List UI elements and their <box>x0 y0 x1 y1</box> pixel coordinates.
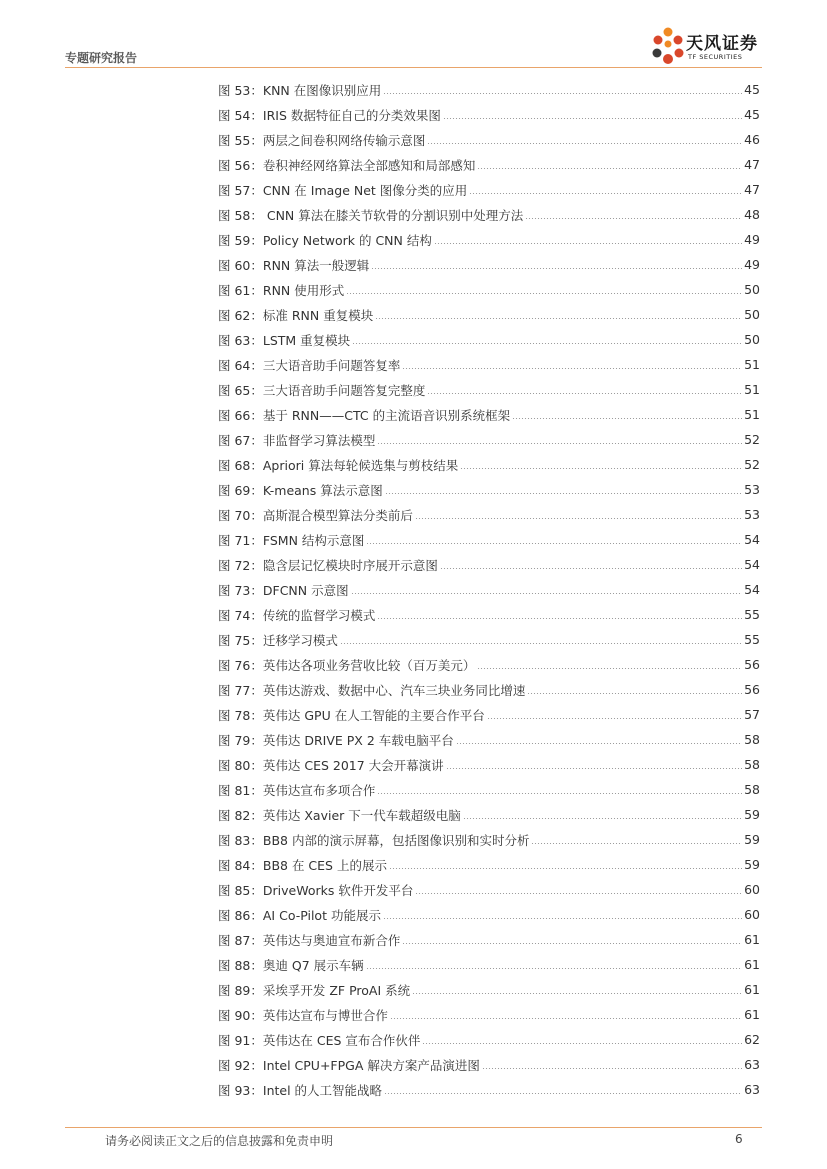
toc-entry-page: 50 <box>744 282 760 297</box>
toc-entry-title: 图 87：英伟达与奥迪宣布新合作 <box>218 932 401 948</box>
toc-dot-leader <box>371 268 742 269</box>
toc-dot-leader <box>463 818 742 819</box>
toc-entry-title: 图 63：LSTM 重复模块 <box>218 332 351 348</box>
toc-entry-page: 54 <box>744 557 760 572</box>
toc-entry-title: 图 57：CNN 在 Image Net 图像分类的应用 <box>218 182 468 198</box>
toc-dot-leader <box>375 318 742 319</box>
flower-logo-icon <box>650 26 686 72</box>
toc-entry-page: 63 <box>744 1082 760 1097</box>
toc-entry[interactable] <box>218 1052 760 1077</box>
toc-entry-page: 62 <box>744 1032 760 1047</box>
toc-entry[interactable] <box>218 527 760 552</box>
toc-entry-title: 图 81：英伟达宣布多项合作 <box>218 782 376 798</box>
toc-dot-leader <box>422 1043 742 1044</box>
toc-dot-leader <box>383 93 742 94</box>
toc-entry-title: 图 92：Intel CPU+FPGA 解决方案产品演进图 <box>218 1057 480 1073</box>
toc-entry[interactable] <box>218 727 760 752</box>
toc-entry-page: 48 <box>744 207 760 222</box>
toc-entry[interactable] <box>218 827 760 852</box>
toc-dot-leader <box>412 993 742 994</box>
toc-entry-page: 59 <box>744 807 760 822</box>
toc-entry[interactable] <box>218 927 760 952</box>
toc-entry-title: 图 85：DriveWorks 软件开发平台 <box>218 882 414 898</box>
toc-entry-page: 53 <box>744 482 760 497</box>
toc-entry-page: 45 <box>744 82 760 97</box>
toc-entry-title: 图 75：迁移学习模式 <box>218 632 338 648</box>
toc-entry-page: 55 <box>744 632 760 647</box>
toc-entry[interactable] <box>218 152 760 177</box>
toc-entry-page: 47 <box>744 182 760 197</box>
toc-entry-title: 图 83：BB8 内部的演示屏幕，包括图像识别和实时分析 <box>218 832 530 848</box>
toc-entry-page: 50 <box>744 332 760 347</box>
toc-entry[interactable] <box>218 952 760 977</box>
toc-entry[interactable] <box>218 902 760 927</box>
toc-entry-page: 52 <box>744 432 760 447</box>
toc-entry-page: 49 <box>744 257 760 272</box>
toc-entry[interactable] <box>218 552 760 577</box>
toc-dot-leader <box>446 768 742 769</box>
toc-entry-page: 45 <box>744 107 760 122</box>
toc-entry-page: 60 <box>744 882 760 897</box>
toc-entry[interactable] <box>218 377 760 402</box>
toc-entry-page: 51 <box>744 382 760 397</box>
toc-entry[interactable] <box>218 302 760 327</box>
toc-entry[interactable] <box>218 852 760 877</box>
toc-entry-page: 61 <box>744 1007 760 1022</box>
toc-entry-page: 58 <box>744 732 760 747</box>
toc-entry[interactable] <box>218 327 760 352</box>
toc-entry-page: 50 <box>744 307 760 322</box>
tf-securities-logo <box>650 26 770 72</box>
toc-entry-title: 图 80：英伟达 CES 2017 大会开幕演讲 <box>218 757 444 773</box>
toc-entry-page: 61 <box>744 932 760 947</box>
toc-entry-title: 图 89：采埃孚开发 ZF ProAI 系统 <box>218 982 411 998</box>
toc-dot-leader <box>427 393 742 394</box>
toc-entry-title: 图 55：两层之间卷积网络传输示意图 <box>218 132 426 148</box>
toc-entry-page: 58 <box>744 757 760 772</box>
toc-dot-leader <box>456 743 742 744</box>
toc-entry-title: 图 86：AI Co-Pilot 功能展示 <box>218 907 381 923</box>
toc-entry-title: 图 53：KNN 在图像识别应用 <box>218 82 382 98</box>
logo-title: 天风证券 <box>686 34 758 54</box>
toc-entry-title: 图 70：高斯混合模型算法分类前后 <box>218 507 413 523</box>
toc-dot-leader <box>527 693 742 694</box>
toc-entry-title: 图 60：RNN 算法一般逻辑 <box>218 257 370 273</box>
toc-entry[interactable] <box>218 752 760 777</box>
toc-entry-page: 51 <box>744 357 760 372</box>
logo-subtitle: TF SECURITIES <box>688 53 743 61</box>
toc-entry-page: 46 <box>744 132 760 147</box>
toc-entry-page: 51 <box>744 407 760 422</box>
toc-dot-leader <box>415 518 742 519</box>
toc-entry-page: 57 <box>744 707 760 722</box>
toc-dot-leader <box>434 243 742 244</box>
toc-entry-title: 图 61：RNN 使用形式 <box>218 282 345 298</box>
toc-entry[interactable] <box>218 877 760 902</box>
toc-dot-leader <box>346 293 742 294</box>
toc-entry[interactable] <box>218 177 760 202</box>
toc-entry-title: 图 76：英伟达各项业务营收比较（百万美元） <box>218 657 476 673</box>
toc-entry-page: 63 <box>744 1057 760 1072</box>
toc-dot-leader <box>390 1018 742 1019</box>
toc-entry-page: 54 <box>744 582 760 597</box>
toc-entry[interactable] <box>218 402 760 427</box>
toc-entry[interactable] <box>218 977 760 1002</box>
toc-dot-leader <box>460 468 742 469</box>
toc-entry[interactable] <box>218 1002 760 1027</box>
toc-dot-leader <box>384 1093 742 1094</box>
toc-entry[interactable] <box>218 452 760 477</box>
toc-dot-leader <box>389 868 742 869</box>
toc-dot-leader <box>352 343 742 344</box>
footer-divider <box>65 1127 762 1128</box>
toc-entry-title: 图 82：英伟达 Xavier 下一代车载超级电脑 <box>218 807 461 823</box>
toc-entry-title: 图 73：DFCNN 示意图 <box>218 582 349 598</box>
toc-dot-leader <box>469 193 742 194</box>
toc-entry[interactable] <box>218 227 760 252</box>
toc-dot-leader <box>427 143 742 144</box>
toc-dot-leader <box>377 443 742 444</box>
toc-dot-leader <box>440 568 742 569</box>
toc-entry[interactable] <box>218 577 760 602</box>
toc-entry[interactable] <box>218 202 760 227</box>
toc-entry-title: 图 72：隐含层记忆模块时序展开示意图 <box>218 557 438 573</box>
toc-entry-page: 56 <box>744 657 760 672</box>
toc-entry[interactable] <box>218 102 760 127</box>
toc-entry-page: 60 <box>744 907 760 922</box>
toc-entry[interactable] <box>218 677 760 702</box>
toc-entry[interactable] <box>218 627 760 652</box>
toc-entry-title: 图 56：卷积神经网络算法全部感知和局部感知 <box>218 157 476 173</box>
toc-entry-title: 图 91：英伟达在 CES 宣布合作伙伴 <box>218 1032 421 1048</box>
toc-entry-page: 59 <box>744 857 760 872</box>
toc-dot-leader <box>351 593 742 594</box>
toc-entry-title: 图 65：三大语音助手问题答复完整度 <box>218 382 426 398</box>
toc-dot-leader <box>512 418 742 419</box>
toc-entry[interactable] <box>218 77 760 102</box>
toc-entry-title: 图 90：英伟达宣布与博世合作 <box>218 1007 388 1023</box>
toc-dot-leader <box>377 793 742 794</box>
toc-dot-leader <box>377 618 742 619</box>
toc-entry-title: 图 68：Apriori 算法每轮候选集与剪枝结果 <box>218 457 459 473</box>
toc-entry-title: 图 54：IRIS 数据特征自己的分类效果图 <box>218 107 441 123</box>
page-number: 6 <box>735 1132 743 1146</box>
toc-dot-leader <box>482 1068 742 1069</box>
toc-entry-title: 图 59：Policy Network 的 CNN 结构 <box>218 232 432 248</box>
toc-entry-title: 图 77：英伟达游戏、数据中心、汽车三块业务同比增速 <box>218 682 526 698</box>
toc-entry-page: 56 <box>744 682 760 697</box>
toc-entry-title: 图 66：基于 RNN——CTC 的主流语音识别系统框架 <box>218 407 511 423</box>
toc-entry[interactable] <box>218 352 760 377</box>
toc-entry-title: 图 62：标准 RNN 重复模块 <box>218 307 374 323</box>
toc-dot-leader <box>385 493 742 494</box>
toc-dot-leader <box>531 843 742 844</box>
toc-entry-page: 59 <box>744 832 760 847</box>
toc-dot-leader <box>415 893 742 894</box>
toc-dot-leader <box>402 943 742 944</box>
toc-entry-title: 图 88：奥迪 Q7 展示车辆 <box>218 957 364 973</box>
footer-disclaimer: 请务必阅读正文之后的信息披露和免责申明 <box>105 1134 334 1148</box>
header-divider <box>65 67 762 68</box>
toc-entry-page: 52 <box>744 457 760 472</box>
toc-entry-title: 图 71：FSMN 结构示意图 <box>218 532 365 548</box>
report-type-label: 专题研究报告 <box>65 51 138 65</box>
toc-entry[interactable] <box>218 277 760 302</box>
toc-entry-title: 图 64：三大语音助手问题答复率 <box>218 357 401 373</box>
toc-entry-page: 54 <box>744 532 760 547</box>
toc-entry[interactable] <box>218 127 760 152</box>
figure-table-of-contents <box>218 77 760 1102</box>
toc-dot-leader <box>366 543 742 544</box>
toc-entry-page: 55 <box>744 607 760 622</box>
toc-entry[interactable] <box>218 777 760 802</box>
toc-entry[interactable] <box>218 602 760 627</box>
toc-entry[interactable] <box>218 252 760 277</box>
toc-dot-leader <box>402 368 742 369</box>
toc-dot-leader <box>525 218 742 219</box>
toc-dot-leader <box>383 918 742 919</box>
toc-entry[interactable] <box>218 477 760 502</box>
toc-dot-leader <box>477 668 742 669</box>
toc-entry-page: 61 <box>744 982 760 997</box>
toc-dot-leader <box>366 968 742 969</box>
toc-entry-page: 47 <box>744 157 760 172</box>
toc-entry-title: 图 74：传统的监督学习模式 <box>218 607 376 623</box>
toc-entry[interactable] <box>218 1027 760 1052</box>
toc-dot-leader <box>443 118 742 119</box>
toc-entry-page: 53 <box>744 507 760 522</box>
toc-entry-title: 图 78：英伟达 GPU 在人工智能的主要合作平台 <box>218 707 485 723</box>
toc-entry-title: 图 93：Intel 的人工智能战略 <box>218 1082 383 1098</box>
toc-entry-page: 58 <box>744 782 760 797</box>
toc-entry-page: 61 <box>744 957 760 972</box>
toc-entry[interactable] <box>218 802 760 827</box>
toc-entry[interactable] <box>218 427 760 452</box>
toc-entry[interactable] <box>218 652 760 677</box>
toc-entry[interactable] <box>218 702 760 727</box>
toc-entry-title: 图 69：K-means 算法示意图 <box>218 482 383 498</box>
toc-dot-leader <box>340 643 742 644</box>
toc-entry[interactable] <box>218 1077 760 1102</box>
toc-entry-title: 图 58： CNN 算法在膝关节软骨的分割识别中处理方法 <box>218 207 524 223</box>
toc-entry-title: 图 79：英伟达 DRIVE PX 2 车载电脑平台 <box>218 732 454 748</box>
toc-entry[interactable] <box>218 502 760 527</box>
toc-entry-title: 图 67：非监督学习算法模型 <box>218 432 376 448</box>
toc-entry-title: 图 84：BB8 在 CES 上的展示 <box>218 857 387 873</box>
toc-dot-leader <box>487 718 742 719</box>
toc-entry-page: 49 <box>744 232 760 247</box>
toc-dot-leader <box>477 168 742 169</box>
